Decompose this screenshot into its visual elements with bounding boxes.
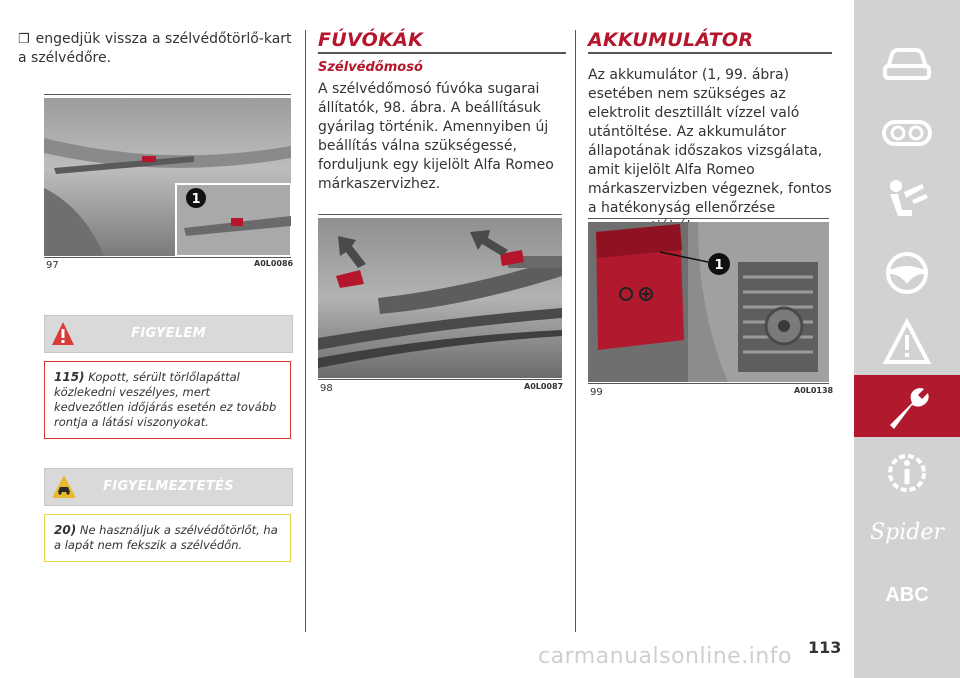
bullet-paragraph bbox=[18, 30, 294, 68]
sidebar-item-emergency[interactable] bbox=[854, 310, 960, 372]
figure-99-top-rule bbox=[588, 218, 829, 219]
caution-text: Ne használjuk a szélvédőtörlőt, ha a lapát nem fekszik a szélvédőn. bbox=[54, 523, 278, 552]
column-divider-left bbox=[305, 30, 306, 632]
figure-99-callout: 1 bbox=[714, 258, 724, 273]
warning-number: 115) bbox=[54, 370, 85, 384]
caution-body bbox=[44, 514, 291, 562]
sidebar-item-abc-index[interactable]: ABC bbox=[885, 584, 929, 606]
sidebar-item-dashboard[interactable] bbox=[854, 100, 960, 162]
left-column bbox=[18, 30, 294, 68]
figure-99-battery-image bbox=[588, 222, 829, 382]
warning-triangle-icon bbox=[882, 318, 932, 368]
figure-97-wiper-image bbox=[44, 98, 291, 256]
section-title-rule-right bbox=[588, 52, 832, 54]
figure-98-top-rule bbox=[318, 214, 562, 215]
steering-wheel-icon bbox=[882, 248, 932, 298]
sidebar-item-driving[interactable] bbox=[854, 240, 960, 302]
sidebar-item-car[interactable] bbox=[854, 32, 960, 94]
figure-99-bottom-rule bbox=[588, 383, 829, 384]
figure-98-bottom-rule bbox=[318, 379, 562, 380]
chapter-sidebar bbox=[854, 0, 960, 678]
column-divider-right bbox=[575, 30, 576, 632]
info-gear-icon bbox=[882, 448, 932, 498]
spider-logo[interactable]: Spider bbox=[870, 520, 944, 545]
warning-body bbox=[44, 361, 291, 439]
sidebar-item-safety[interactable] bbox=[854, 168, 960, 230]
figure-99-code: A0L0138 bbox=[794, 386, 834, 395]
section-title-fuvokak: FÚVÓKÁK bbox=[318, 29, 424, 51]
warning-header bbox=[44, 315, 293, 353]
figure-97-callout: 1 bbox=[191, 192, 201, 207]
figure-99-number: 99 bbox=[590, 387, 603, 398]
figure-98-nozzle-image bbox=[318, 218, 562, 378]
seat-safety-icon bbox=[882, 176, 932, 226]
section-title-rule bbox=[318, 52, 566, 54]
page-number: 113 bbox=[808, 638, 842, 657]
sidebar-item-technical[interactable] bbox=[854, 440, 960, 502]
bullet-text: engedjük vissza a szélvédőtörlő-kart a szélvédőre. bbox=[18, 31, 292, 66]
caution-number: 20) bbox=[54, 523, 77, 537]
akkumulator-paragraph: Az akkumulátor (1, 99. ábra) esetében nem szükséges az elektrolit desztillált vízzel való utántöltése. Az akkumulátor állapotának időszakos vizsgálata, amit kijelölt Alfa Romeo márkaszervizben végeznek, fontos a hatékonyság ellenőrzése bbox=[588, 67, 832, 216]
figure-97-number: 97 bbox=[46, 260, 59, 271]
section-title-akkumulator: AKKUMULÁTOR bbox=[588, 29, 754, 51]
warning-text: Kopott, sérült törlőlapáttal közlekedni veszélyes, mert kedvezőtlen időjárás esetén ez tovább rontja a látási viszonyokat. bbox=[54, 370, 277, 429]
figure-98-code: A0L0087 bbox=[524, 382, 564, 391]
sidebar-item-maintenance[interactable] bbox=[854, 375, 960, 437]
fuvokak-paragraph: A szélvédőmosó fúvóka sugarai állítatók, 98. ábra. A beállításuk gyárilag történik. Amennyiben új beállítás válna szükségessé, forduljunk egy kijelölt Alfa Romeo márkaszervizhez. bbox=[318, 81, 554, 192]
warning-title: FIGYELEM bbox=[131, 326, 206, 341]
wrench-icon bbox=[882, 383, 932, 433]
subheading-szelvedomoso: Szélvédőmosó bbox=[318, 60, 423, 75]
figure-97-top-rule bbox=[44, 94, 291, 95]
figure-98-number: 98 bbox=[320, 383, 333, 394]
caution-title: FIGYELMEZTETÉS bbox=[103, 479, 234, 494]
figure-97-bottom-rule bbox=[44, 257, 291, 258]
bullet-box-icon: ❒ bbox=[18, 32, 30, 47]
watermark-text: carmanualsonline.info bbox=[538, 644, 792, 669]
car-icon bbox=[882, 40, 932, 86]
figure-97-code: A0L0086 bbox=[254, 259, 294, 268]
dashboard-icon bbox=[882, 108, 932, 154]
caution-header bbox=[44, 468, 293, 506]
